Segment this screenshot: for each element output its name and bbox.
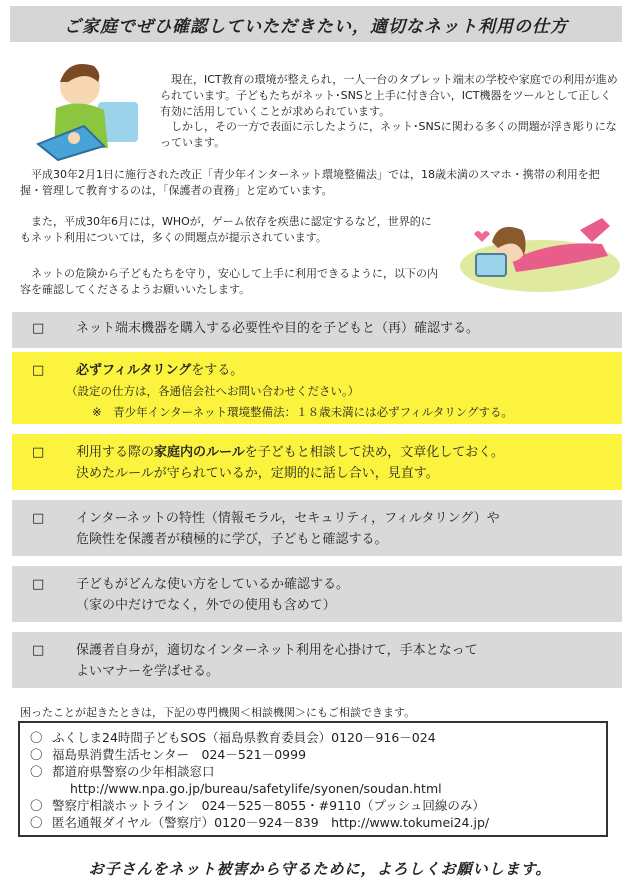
checklist-item-5-line-2: （家の中だけでなく，外での使用も含めて）	[76, 598, 336, 613]
intro-paragraph-3: 平成30年2月1日に施行された改正「青少年インターネット環境整備法」では，18歳未満のスマホ・携帯の利用を把握・管理して教育するのは，「保護者の責務」と定めています。	[20, 168, 600, 197]
checklist-item-6-line-1: 保護者自身が，適切なインターネット利用を心掛けて，手本となって	[76, 643, 478, 658]
contact-item	[30, 763, 596, 780]
checkbox-icon[interactable]: □	[32, 643, 45, 658]
contact-text: 都道府県警察の少年相談窓口	[52, 764, 215, 779]
intro-paragraph-2: しかし，その一方で表面に示したように，ネット･SNSに関わる多くの問題が浮き彫りになっています。	[160, 120, 617, 149]
contact-text: 警察庁相談ホットライン 024－525－8055・#9110（プッシュ回線のみ）	[52, 798, 485, 813]
checklist-item-3	[12, 434, 622, 490]
checklist-item-2	[12, 352, 622, 424]
footer-message: お子さんをネット被害から守るために，よろしくお願いします。	[88, 860, 552, 878]
checkbox-icon[interactable]: □	[32, 577, 45, 592]
contact-text: ふくしま24時間子どもSOS（福島県教育委員会）0120－916－024	[52, 730, 436, 745]
contact-text: 福島県消費生活センター 024－521－0999	[52, 747, 307, 762]
contact-text: 匿名通報ダイヤル（警察庁）0120－924－839 http://www.tokumei24.jp/	[52, 815, 490, 830]
checkbox-icon[interactable]: □	[32, 445, 45, 460]
checkbox-icon[interactable]: □	[32, 511, 45, 526]
intro-paragraph-1: 現在，ICT教育の環境が整えられ，一人一台のタブレット端末の学校や家庭での利用が進められています。子どもたちがネット･SNSと上手に付き合い，ICT機器をツールとして正しく有効に活用していくことが求められています。	[160, 73, 618, 118]
checklist-item-2-note-2: ※ 青少年インターネット環境整備法：１８歳未満には必ずフィルタリングする。	[92, 405, 513, 419]
checklist-item-4-line-2: 危険性を保護者が積極的に学び，子どもと確認する。	[76, 532, 388, 547]
intro-paragraph-4: また，平成30年6月には，WHOが，ゲーム依存を疾患に認定するなど，世界的にもネット利用については，多くの問題点が提示されています。	[20, 215, 432, 244]
contact-item	[30, 797, 596, 814]
checklist-item-6-line-2: よいマナーを学ばせる。	[76, 664, 220, 679]
contact-url-link[interactable]: http://www.npa.go.jp/bureau/safetylife/syonen/soudan.html	[70, 781, 442, 796]
contact-box	[18, 721, 608, 837]
girl-tablet-illustration	[452, 200, 622, 296]
checklist-item-2-note-1: （設定の仕方は，各通信会社へお問い合わせください。）	[66, 384, 360, 398]
bullet-icon: 〇	[30, 730, 43, 745]
checklist-item-3-text-post: を子どもと相談して決め，文章化しておく。	[244, 445, 504, 460]
checklist-item-4-line-1: インターネットの特性（情報モラル，セキュリティ，フィルタリング）や	[76, 511, 500, 526]
bullet-icon: 〇	[30, 747, 43, 762]
checklist-item-2-text: をする。	[191, 363, 244, 378]
bullet-icon: 〇	[30, 815, 43, 830]
page-title: ご家庭でぜひ確認していただきたい，適切なネット利用の仕方	[10, 6, 622, 42]
contact-item	[30, 729, 596, 746]
consult-note: 困ったことが起きたときは，下記の専門機関＜相談機関＞にもご相談できます。	[20, 706, 416, 719]
bullet-icon: 〇	[30, 764, 43, 779]
checklist-item-5	[12, 566, 622, 622]
checklist-item-3-text-pre: 利用する際の	[76, 445, 155, 460]
bullet-icon: 〇	[30, 798, 43, 813]
contact-item	[30, 746, 596, 763]
intro-paragraph-5: ネットの危険から子どもたちを守り，安心して上手に利用できるように，以下の内容を確認してくださるようお願いいたします。	[20, 267, 438, 296]
checklist-item-2-emphasis: 必ずフィルタリング	[76, 363, 192, 378]
checklist-item-3-line-2: 決めたルールが守られているか，定期的に話し合い，見直す。	[76, 466, 439, 481]
checklist-item-5-line-1: 子どもがどんな使い方をしているか確認する。	[76, 577, 350, 592]
contact-item	[30, 814, 596, 831]
checkbox-icon[interactable]: □	[32, 363, 45, 378]
checklist-item-4	[12, 500, 622, 556]
checklist-item-1-text: ネット端末機器を購入する必要性や目的を子どもと（再）確認する。	[76, 321, 480, 336]
checklist-item-6	[12, 632, 622, 688]
checkbox-icon[interactable]: □	[32, 321, 45, 336]
boy-tablet-illustration	[28, 52, 148, 162]
checklist-item-3-emphasis: 家庭内のルール	[154, 445, 245, 460]
checklist-item-1	[12, 312, 622, 348]
